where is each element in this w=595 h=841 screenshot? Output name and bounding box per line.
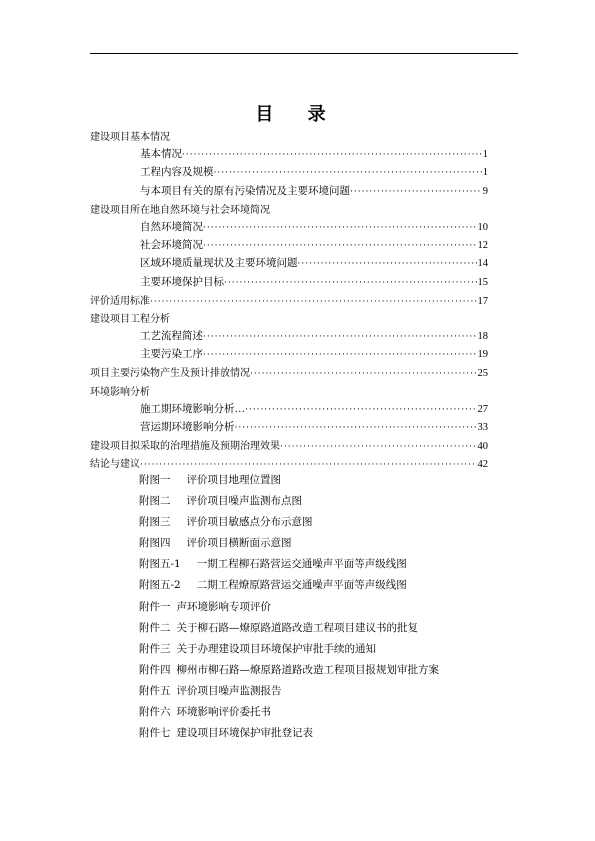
toc-entry — [90, 346, 488, 364]
attachment-key: 附图一 — [139, 474, 171, 486]
toc-section — [90, 201, 488, 219]
toc-section — [90, 310, 488, 328]
toc-leader-dots — [235, 423, 477, 433]
toc-label: 与本项目有关的原有污染情况及主要环境问题 — [140, 184, 350, 197]
toc-label: 自然环境简况 — [140, 220, 203, 233]
toc-leader-dots — [182, 150, 482, 160]
attachment-item — [139, 493, 519, 514]
toc-page-number: 14 — [477, 258, 488, 270]
toc-label: 工程内容及规模 — [140, 166, 214, 179]
toc-label: 主要污染工序 — [140, 348, 203, 361]
toc-section — [90, 455, 488, 473]
attachment-key: 附图四 — [139, 537, 171, 550]
toc-page-number: 12 — [477, 240, 488, 252]
toc-entry — [90, 219, 488, 237]
attachment-text: 二期工程燎原路营运交通噪声平面等声级线图 — [196, 579, 407, 592]
toc-page-number: 1 — [482, 167, 488, 179]
attachment-text: 关于办理建设项目环境保护审批手续的通知 — [176, 642, 376, 655]
attachment-key: 附件四 — [139, 663, 171, 676]
attachment-item — [139, 641, 519, 662]
toc-leader-dots — [150, 297, 477, 307]
table-of-contents — [90, 128, 488, 474]
toc-page-number: 9 — [482, 185, 488, 197]
attachment-item — [139, 514, 519, 535]
toc-page-number: 1 — [482, 149, 488, 161]
toc-leader-dots — [245, 405, 477, 415]
toc-label: 社会环境简况 — [140, 239, 203, 252]
toc-leader-dots — [203, 223, 477, 233]
toc-leader-dots — [140, 460, 477, 470]
toc-page-number: 18 — [477, 331, 488, 343]
attachment-text: 一期工程柳石路营运交通噪声平面等声级线图 — [196, 558, 407, 571]
toc-leader-dots — [298, 259, 477, 269]
toc-entry — [90, 183, 488, 201]
toc-label: 营运期环境影响分析 — [140, 421, 235, 433]
toc-leader-dots — [250, 369, 477, 379]
attachment-key: 附件五 — [139, 684, 171, 697]
attachment-item — [139, 620, 519, 641]
attachment-text: 环境影响评价委托书 — [176, 706, 271, 719]
toc-section — [90, 383, 488, 401]
attachment-item — [139, 577, 519, 598]
toc-entry — [90, 255, 488, 273]
toc-page-number: 40 — [477, 441, 488, 453]
toc-section — [90, 128, 488, 146]
toc-label: 基本情况 — [140, 148, 182, 161]
header-rule — [90, 53, 518, 54]
toc-label: 建设项目所在地自然环境与社会环境简况 — [90, 204, 270, 216]
toc-page-number: 19 — [477, 349, 488, 361]
attachment-key: 附图二 — [139, 495, 171, 508]
toc-entry — [90, 146, 488, 164]
toc-page-number: 25 — [477, 368, 488, 380]
attachment-key: 附图三 — [139, 516, 171, 529]
toc-label: 环境影响分析 — [90, 386, 150, 398]
toc-section — [90, 437, 488, 455]
attachment-text: 评价项目敏感点分布示意图 — [186, 516, 313, 529]
attachment-text: 关于柳石路—燎原路道路改造工程项目建议书的批复 — [176, 621, 418, 634]
attachment-item — [139, 472, 519, 493]
attachment-text: 声环境影响专项评价 — [176, 600, 271, 613]
toc-leader-dots — [280, 442, 477, 452]
toc-leader-dots — [214, 168, 482, 178]
toc-page-number: 15 — [477, 276, 488, 288]
toc-entry — [90, 328, 488, 346]
toc-section — [90, 364, 488, 382]
attachment-key: 附件一 — [139, 600, 171, 613]
attachment-text: 评价项目噪声监测布点图 — [186, 495, 302, 508]
toc-page-number: 17 — [477, 295, 488, 307]
toc-entry — [90, 419, 488, 437]
toc-page-number: 42 — [477, 459, 488, 471]
attachment-item — [139, 599, 519, 620]
attachment-text: 评价项目地理位置图 — [186, 474, 281, 486]
attachment-item — [139, 535, 519, 556]
attachment-item — [139, 683, 519, 704]
attachment-item — [139, 704, 519, 725]
attachment-text: 评价项目横断面示意图 — [186, 537, 292, 550]
page-title: 目 录 — [255, 104, 340, 125]
toc-label: 建设项目拟采取的治理措施及预期治理效果 — [90, 441, 280, 453]
attachment-item — [139, 662, 519, 683]
toc-label: 工艺流程简述 — [140, 330, 203, 343]
toc-leader-dots — [203, 332, 477, 342]
attachment-key: 附件七 — [139, 727, 171, 740]
toc-page-number: 10 — [477, 221, 488, 233]
toc-label: 项目主要污染物产生及预计排放情况 — [90, 368, 250, 380]
toc-leader-dots — [203, 350, 477, 360]
toc-label: 结论与建议 — [90, 459, 140, 471]
attachment-key: 附件三 — [139, 642, 171, 655]
toc-leader-dots — [224, 278, 477, 288]
toc-label: 建设项目工程分析 — [90, 313, 170, 325]
toc-label: 区域环境质量现状及主要环境问题 — [140, 257, 298, 270]
toc-section — [90, 292, 488, 310]
attachment-item — [139, 725, 519, 746]
toc-label: 施工期环境影响分析… — [140, 402, 245, 415]
toc-entry — [90, 401, 488, 419]
attachment-key: 附图五-2 — [139, 579, 181, 592]
toc-leader-dots — [350, 187, 482, 197]
attachment-key: 附件六 — [139, 706, 171, 719]
toc-page-number: 27 — [477, 403, 488, 415]
toc-leader-dots — [203, 241, 477, 251]
toc-entry — [90, 274, 488, 292]
attachment-text: 建设项目环境保护审批登记表 — [176, 727, 313, 740]
toc-label: 建设项目基本情况 — [90, 132, 170, 143]
attachment-item — [139, 556, 519, 577]
toc-label: 评价适用标准 — [90, 295, 150, 307]
attachment-text: 柳州市柳石路—燎原路道路改造工程项目报规划审批方案 — [176, 663, 439, 676]
toc-entry — [90, 237, 488, 255]
toc-page-number: 33 — [477, 422, 488, 433]
attachment-key: 附图五-1 — [139, 558, 181, 571]
attachment-list — [139, 472, 519, 746]
attachment-text: 评价项目噪声监测报告 — [176, 684, 282, 697]
toc-label: 主要环境保护目标 — [140, 275, 224, 288]
attachment-key: 附件二 — [139, 621, 171, 634]
toc-entry — [90, 164, 488, 182]
